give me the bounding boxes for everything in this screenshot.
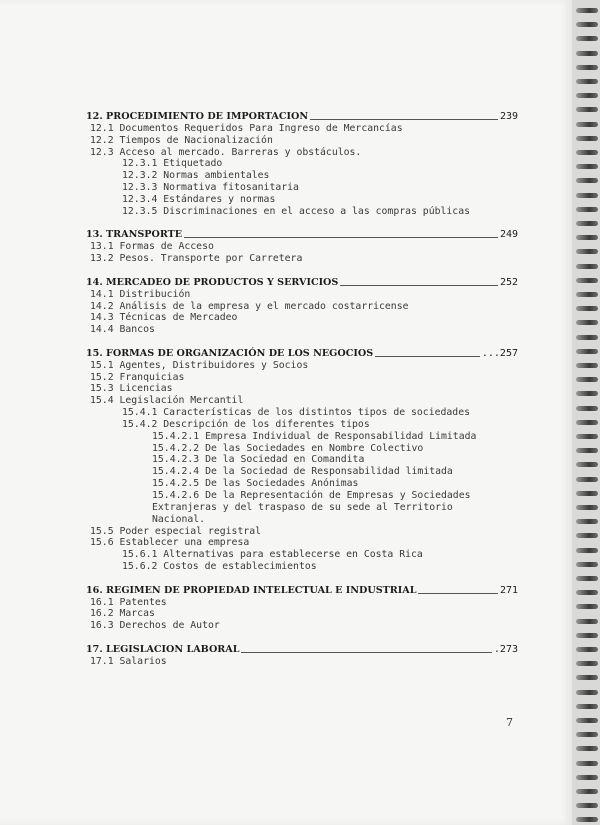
toc-entry: 12.3 Acceso al mercado. Barreras y obstáculos. bbox=[90, 146, 362, 158]
binding-coil bbox=[576, 207, 598, 212]
binding-coil bbox=[576, 320, 598, 325]
dot-leader bbox=[241, 651, 491, 653]
toc-entry: 12.3.5 Discriminaciones en el acceso a las compras públicas bbox=[122, 205, 470, 217]
binding-coil bbox=[576, 789, 598, 794]
dot-leader bbox=[375, 355, 480, 357]
toc-entry: 12.1 Documentos Requeridos Para Ingreso de Mercancías bbox=[90, 122, 403, 134]
binding-coil bbox=[576, 178, 598, 183]
section-heading bbox=[86, 111, 518, 123]
toc-entry: 12.2 Tiempos de Nacionalización bbox=[90, 134, 273, 146]
binding-coil bbox=[576, 249, 598, 254]
binding-coil bbox=[576, 718, 598, 723]
section-page: .273 bbox=[493, 643, 518, 655]
binding-coil bbox=[576, 164, 598, 169]
dot-leader bbox=[310, 118, 498, 120]
binding-coil bbox=[576, 36, 598, 41]
toc-section bbox=[86, 585, 518, 632]
binding-coil bbox=[576, 619, 598, 624]
toc-entry: 17.1 Salarios bbox=[90, 655, 167, 667]
section-title: 12. PROCEDIMIENTO DE IMPORTACION bbox=[86, 111, 309, 122]
binding-coil bbox=[576, 335, 598, 340]
binding-coil bbox=[576, 562, 598, 567]
toc-section bbox=[86, 644, 518, 668]
section-heading bbox=[86, 644, 518, 656]
binding-coil bbox=[576, 704, 598, 709]
binding-coil bbox=[576, 761, 598, 766]
page-number: 7 bbox=[506, 716, 513, 729]
section-heading bbox=[86, 585, 518, 597]
binding-coil bbox=[576, 817, 598, 822]
section-title: 17. LEGISLACION LABORAL bbox=[86, 643, 240, 655]
toc-section bbox=[86, 277, 518, 336]
binding-coil bbox=[576, 462, 598, 467]
binding-coil bbox=[576, 633, 598, 638]
binding-coil bbox=[576, 604, 598, 609]
toc-entry: 15.4.2.4 De la Sociedad de Responsabilidad limitada bbox=[152, 466, 453, 478]
toc-entry: 16.1 Patentes bbox=[90, 596, 167, 608]
toc-entry: 15.4.2.3 De la Sociedad en Comandita bbox=[152, 454, 365, 466]
toc-entry: 15.3 Licencias bbox=[90, 383, 173, 395]
toc-entry: Extranjeras y del traspaso de su sede al Territorio bbox=[152, 501, 453, 513]
binding-coil bbox=[576, 590, 598, 595]
binding-coil bbox=[576, 363, 598, 368]
section-title: 13. TRANSPORTE bbox=[86, 229, 183, 241]
binding-coil bbox=[576, 391, 598, 396]
binding-coil bbox=[576, 548, 598, 553]
dot-leader bbox=[340, 284, 498, 286]
toc-entry: 13.2 Pesos. Transporte por Carretera bbox=[90, 253, 303, 265]
toc-entry: 15.4.1 Características de los distintos tipos de sociedades bbox=[122, 407, 470, 419]
section-heading bbox=[86, 229, 518, 241]
toc-entry: 15.2 Franquicias bbox=[90, 371, 185, 383]
toc-entry: 12.3.3 Normativa fitosanitaria bbox=[122, 182, 299, 194]
toc-entry: 12.3.1 Etiquetado bbox=[122, 158, 223, 170]
toc-entry: 15.6.2 Costos de establecimientos bbox=[122, 561, 317, 573]
binding-coil bbox=[576, 122, 598, 127]
binding-coil bbox=[576, 278, 598, 283]
binding-coil bbox=[576, 349, 598, 354]
binding-coil bbox=[576, 448, 598, 453]
toc-section bbox=[86, 111, 518, 218]
section-page: 252 bbox=[499, 276, 518, 288]
toc-entry: 16.3 Derechos de Autor bbox=[90, 620, 220, 632]
section-page: 249 bbox=[499, 229, 518, 241]
section-page: 239 bbox=[499, 111, 518, 122]
section-title: 16. REGIMEN DE PROPIEDAD INTELECTUAL E INDUSTRIAL bbox=[86, 584, 417, 596]
dot-leader bbox=[184, 236, 498, 238]
binding-coil bbox=[576, 420, 598, 425]
toc-entry: 12.3.4 Estándares y normas bbox=[122, 193, 276, 205]
toc-entry: 16.2 Marcas bbox=[90, 608, 155, 620]
binding-coil bbox=[576, 576, 598, 581]
binding-coil bbox=[576, 434, 598, 439]
binding-coil bbox=[576, 477, 598, 482]
binding-coil bbox=[576, 306, 598, 311]
binding-coil bbox=[576, 79, 598, 84]
binding-coil bbox=[576, 533, 598, 538]
binding-coil bbox=[576, 65, 598, 70]
toc-entry: 15.4.2.5 De las Sociedades Anónimas bbox=[152, 478, 359, 490]
binding-coil bbox=[576, 235, 598, 240]
spiral-binding bbox=[572, 0, 600, 825]
binding-coil bbox=[576, 661, 598, 666]
binding-coil bbox=[576, 150, 598, 155]
binding-coil bbox=[576, 647, 598, 652]
toc-entry: 15.6 Establecer una empresa bbox=[90, 537, 250, 549]
toc-entry: 13.1 Formas de Acceso bbox=[90, 241, 214, 253]
binding-coil bbox=[576, 491, 598, 496]
binding-coil bbox=[576, 8, 598, 13]
section-title: 15. FORMAS DE ORGANIZACIÓN DE LOS NEGOCIOS bbox=[86, 347, 374, 359]
binding-coil bbox=[576, 51, 598, 56]
toc-section bbox=[86, 229, 518, 265]
toc-entry: 15.5 Poder especial registral bbox=[90, 525, 262, 537]
binding-coil bbox=[576, 505, 598, 510]
toc-entry: 15.4 Legislación Mercantil bbox=[90, 395, 244, 407]
table-of-contents bbox=[86, 111, 518, 680]
section-heading bbox=[86, 277, 518, 289]
binding-coil bbox=[576, 732, 598, 737]
toc-entry: 14.1 Distribución bbox=[90, 288, 191, 300]
binding-coil bbox=[576, 519, 598, 524]
binding-coil bbox=[576, 107, 598, 112]
section-heading bbox=[86, 348, 518, 360]
toc-entry: 14.4 Bancos bbox=[90, 324, 155, 336]
toc-entry: 15.4.2.6 De la Representación de Empresas y Sociedades bbox=[152, 490, 471, 501]
toc-entry: 15.6.1 Alternativas para establecerse en Costa Rica bbox=[122, 549, 423, 561]
binding-coil bbox=[576, 93, 598, 98]
binding-coil bbox=[576, 22, 598, 27]
toc-section bbox=[86, 348, 518, 573]
binding-coil bbox=[576, 675, 598, 680]
section-page: ...257 bbox=[481, 347, 518, 359]
toc-entry: 14.2 Análisis de la empresa y el mercado costarricense bbox=[90, 300, 409, 312]
binding-coil bbox=[576, 264, 598, 269]
binding-coil bbox=[576, 406, 598, 411]
binding-coil bbox=[576, 136, 598, 141]
binding-coil bbox=[576, 221, 598, 226]
toc-entry: 15.4.2.2 De las Sociedades en Nombre Colectivo bbox=[152, 442, 424, 454]
toc-entry: 14.3 Técnicas de Mercadeo bbox=[90, 312, 238, 324]
toc-entry: 15.1 Agentes, Distribuidores y Socios bbox=[90, 359, 309, 371]
toc-entry: Nacional. bbox=[152, 513, 206, 525]
binding-coil bbox=[576, 377, 598, 382]
binding-coil bbox=[576, 775, 598, 780]
toc-entry: 15.4.2 Descripción de los diferentes tipos bbox=[122, 418, 370, 430]
section-page: 271 bbox=[499, 584, 518, 596]
binding-coil bbox=[576, 803, 598, 808]
binding-coil bbox=[576, 746, 598, 751]
binding-coil bbox=[576, 193, 598, 198]
toc-entry: 15.4.2.1 Empresa Individual de Responsabilidad Limitada bbox=[152, 430, 477, 442]
section-title: 14. MERCADEO DE PRODUCTOS Y SERVICIOS bbox=[86, 276, 339, 288]
dot-leader bbox=[418, 592, 497, 594]
binding-coil bbox=[576, 690, 598, 695]
toc-entry: 12.3.2 Normas ambientales bbox=[122, 170, 270, 182]
binding-coil bbox=[576, 292, 598, 297]
